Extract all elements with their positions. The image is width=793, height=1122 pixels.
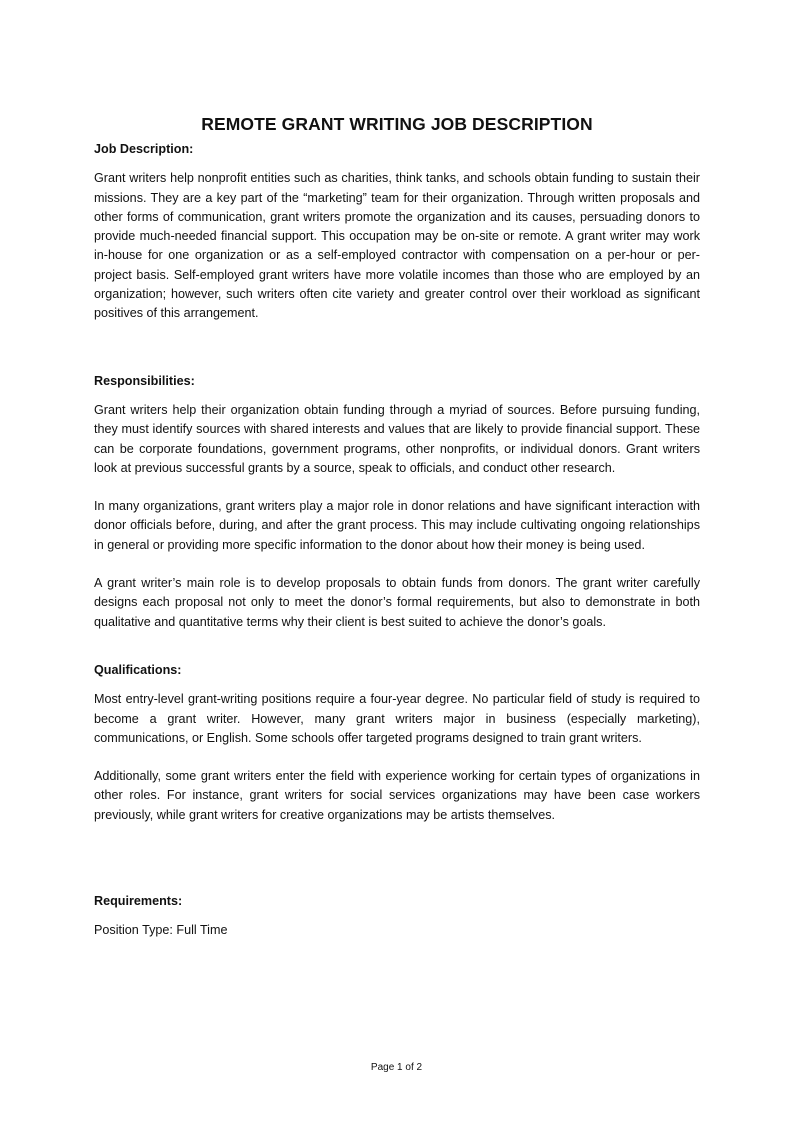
paragraph: A grant writer’s main role is to develop proposals to obtain funds from donors. The grant writer carefully designs each proposal not only to meet the donor’s formal requirements, but also to demonstrate in both qualitative and quantitative terms why their client is best suited to achieve the donor’s goals. [94, 576, 700, 629]
paragraph: Grant writers help nonprofit entities such as charities, think tanks, and schools obtain funding to sustain their missions. They are a key part of the “marketing” team for their organization. Through written proposals and other forms of communication, grant writers promote the organization and its causes, persuading donors to provide much-needed financial support. This occupation may be on-site or remote. A grant writer may work in-house for one organization or as a self-employed contractor with compensation on a per-hour or per-project basis. Self-employed grant writers have more volatile incomes than those who are employed by an organization; however, such writers often cite variety and greater control over their workload as significant positives of this arrangement. [94, 171, 700, 321]
paragraph: In many organizations, grant writers play a major role in donor relations and have significant interaction with donor officials before, during, and after the grant process. This may include cultivating ongoing relationships in general or providing more specific information to the donor about how their money is being used. [94, 499, 700, 552]
section-heading-job-description: Job Description: [94, 142, 194, 156]
spacer [94, 844, 700, 892]
paragraph: Grant writers help their organization obtain funding through a myriad of sources. Before pursuing funding, they must identify sources with shared interests and values that are likely to provide financial support. These can be corporate foundations, government programs, other nonprofits, or individual donors. Grant writers look at previous successful grants by a source, speak to officials, and conduct other research. [94, 402, 700, 475]
document-title: REMOTE GRANT WRITING JOB DESCRIPTION [201, 114, 593, 134]
position-type: Position Type: Full Time [94, 923, 228, 938]
section-heading-qualifications: Qualifications: [94, 662, 182, 677]
paragraph: Most entry-level grant-writing positions require a four-year degree. No particular field of study is required to become a grant writer. However, many grant writers major in business (especially marketing), communications, or English. Some schools offer targeted programs designed to train grant writers. [94, 692, 700, 745]
section-heading-requirements: Requirements: [94, 894, 183, 909]
document-body [94, 113, 700, 941]
section-job-description [94, 140, 700, 324]
section-heading-responsibilities: Responsibilities: [94, 373, 195, 388]
page-number: Page 1 of 2 [370, 1062, 423, 1073]
spacer [94, 651, 700, 661]
section-requirements [94, 892, 700, 941]
section-responsibilities [94, 372, 700, 632]
paragraph: Additionally, some grant writers enter the field with experience working for certain types of organizations in other roles. For instance, grant writers for social services organizations may have been case workers previously, while grant writers for creative organizations may be artists themselves. [94, 769, 700, 822]
spacer [94, 343, 700, 372]
section-qualifications [94, 661, 700, 825]
